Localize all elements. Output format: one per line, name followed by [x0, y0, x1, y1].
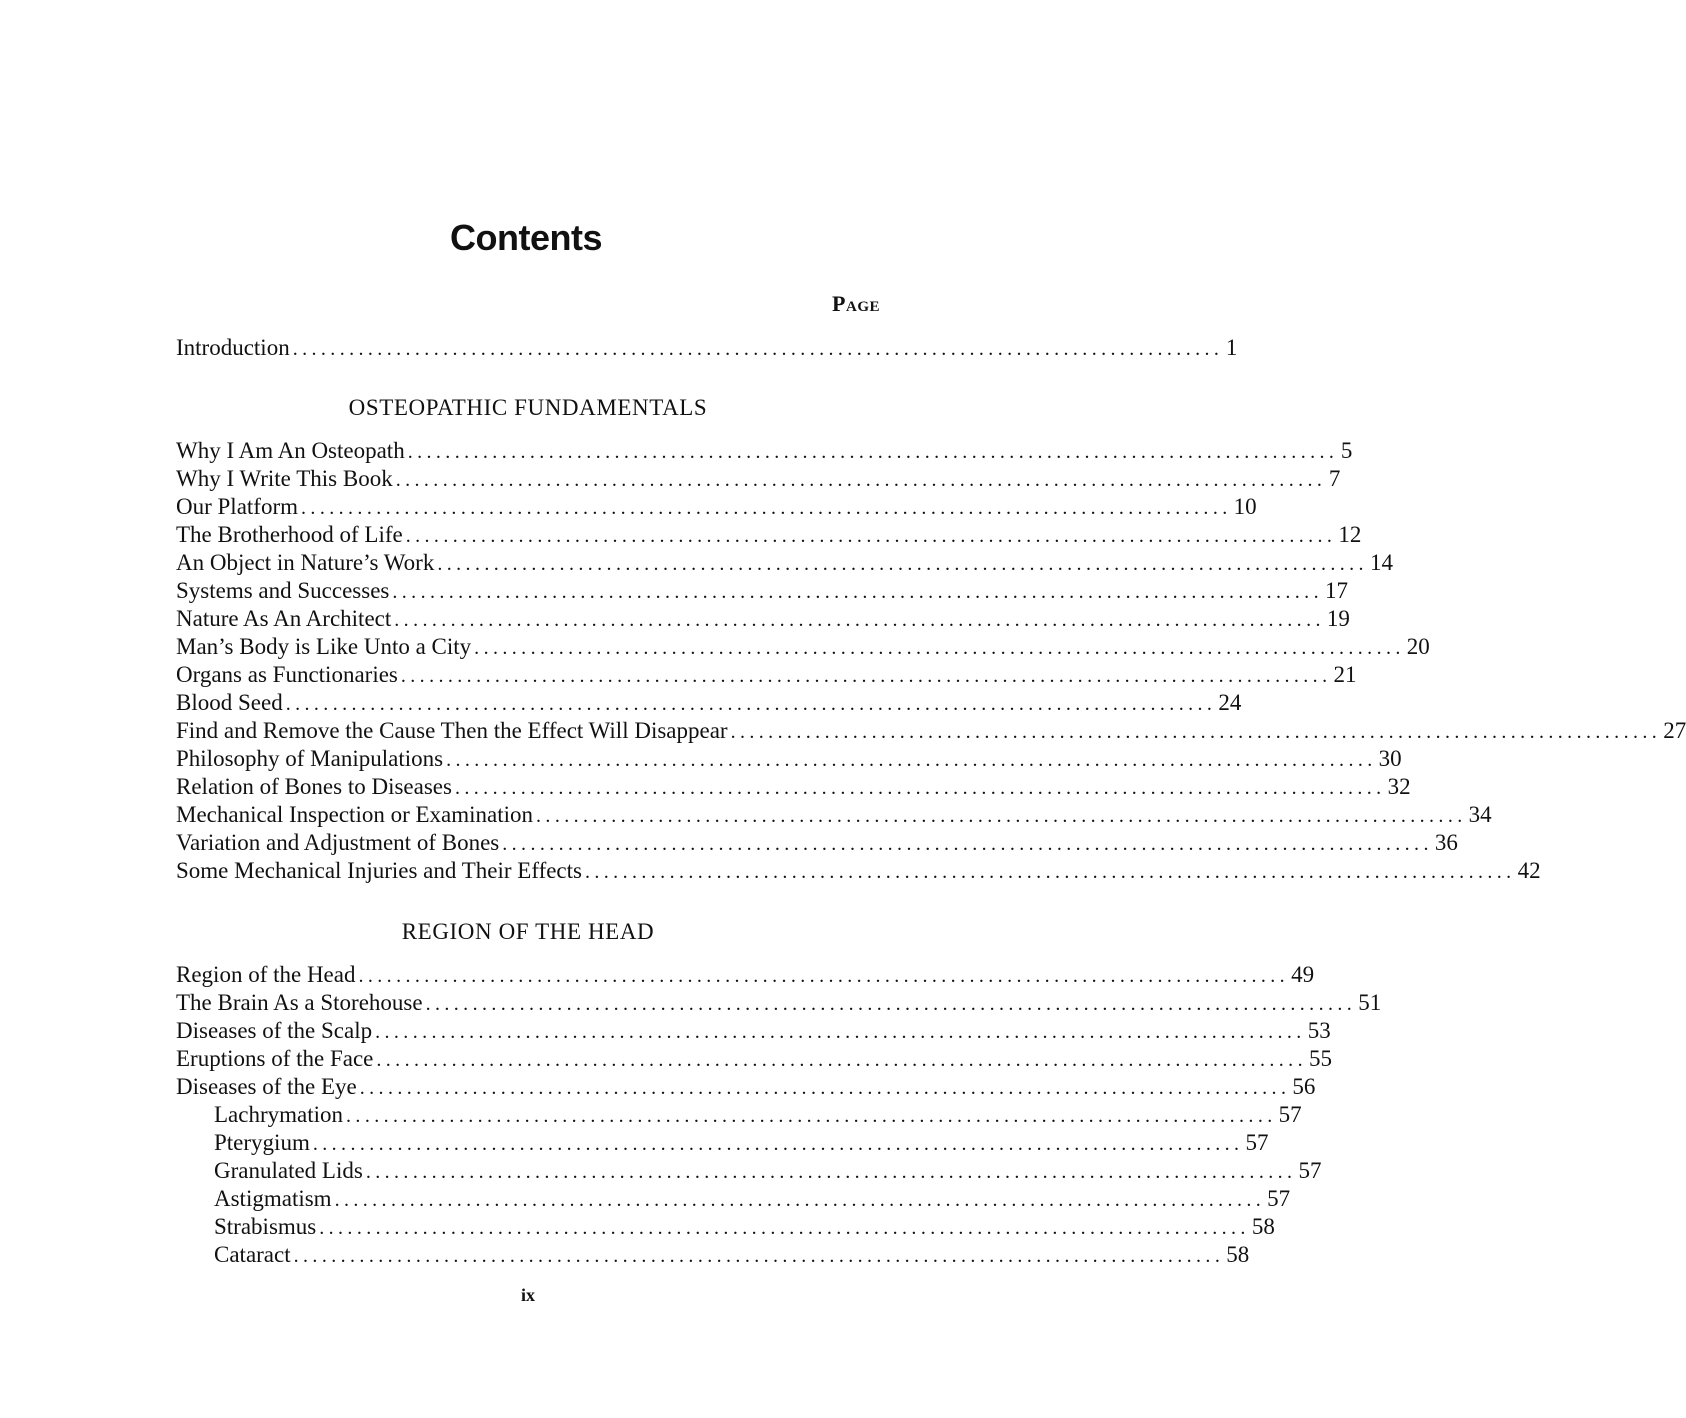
toc-entry-label: The Brotherhood of Life [176, 522, 403, 547]
toc-entry-label: Our Platform [176, 494, 299, 519]
toc-entry-page: 36 [1434, 830, 1458, 855]
toc-leader: ................................................................................................... [358, 965, 1290, 987]
toc-entry-label: Introduction [176, 335, 290, 360]
toc-entry-page: 55 [1308, 1046, 1332, 1071]
page-column-header: Page [832, 291, 880, 316]
toc-entry [176, 1073, 1316, 1101]
toc-leader: ................................................................................................... [334, 1189, 1266, 1211]
toc-subentry [176, 1101, 1302, 1129]
toc-entry [176, 717, 1686, 745]
toc-leader: ................................................................................................... [319, 1217, 1250, 1239]
toc-entry [176, 465, 1341, 493]
toc-entry [176, 989, 1382, 1017]
toc-entry-page: 57 [1298, 1158, 1322, 1183]
toc-entry-label: Eruptions of the Face [176, 1046, 374, 1071]
toc-leader: ................................................................................................... [400, 665, 1332, 687]
toc-leader: ................................................................................................... [312, 1133, 1244, 1155]
toc-entry-label: Diseases of the Eye [176, 1074, 357, 1099]
toc-leader: ................................................................................................... [285, 693, 1217, 715]
toc-entry-page: 51 [1358, 990, 1382, 1015]
toc-subentry [176, 1213, 1275, 1241]
toc-leader: ................................................................................................... [407, 441, 1339, 463]
toc-section-region-of-the-head [176, 961, 1382, 1269]
toc-entry-label: Philosophy of Manipulations [176, 746, 444, 771]
toc-entry [176, 961, 1315, 989]
section-heading-osteopathic-fundamentals: OSTEOPATHIC FUNDAMENTALS [348, 395, 708, 420]
toc-subentry [176, 1129, 1269, 1157]
toc-leader: ................................................................................................... [394, 609, 1325, 631]
toc-leader: ................................................................................................... [395, 469, 1327, 491]
page-number-folio: ix [520, 1285, 535, 1305]
toc-entry-label: Man’s Body is Like Unto a City [176, 634, 472, 659]
toc-entry-page: 19 [1326, 606, 1350, 631]
toc-entry-page: 49 [1291, 962, 1315, 987]
page-title: Contents [450, 217, 602, 258]
toc-entry [176, 1017, 1331, 1045]
toc-entry-page: 7 [1328, 466, 1341, 491]
toc-entry-page: 17 [1324, 578, 1348, 603]
toc-entry [176, 857, 1541, 885]
toc-entry [176, 661, 1357, 689]
toc-entry-label: Cataract [214, 1242, 291, 1267]
toc-entry [176, 334, 1238, 362]
toc-leader: ................................................................................................... [375, 1021, 1306, 1043]
toc-entry-label: Pterygium [214, 1130, 310, 1155]
toc-leader: ................................................................................................... [293, 1245, 1225, 1267]
toc-entry-label: Why I Am An Osteopath [176, 438, 405, 463]
toc-entry-page: 32 [1387, 774, 1411, 799]
section-heading-region-of-the-head: REGION OF THE HEAD [401, 919, 655, 944]
toc-entry-page: 1 [1225, 335, 1238, 360]
toc-entry-label: Find and Remove the Cause Then the Effect Will Disappear [176, 718, 728, 743]
toc-entry-page: 14 [1369, 550, 1393, 575]
toc-leader: ................................................................................................... [301, 497, 1232, 519]
toc-entry [176, 577, 1348, 605]
toc-leader: ................................................................................................... [730, 721, 1662, 743]
toc-entry [176, 521, 1362, 549]
toc-entry-page: 20 [1406, 634, 1430, 659]
toc-leader: ................................................................................................... [536, 805, 1467, 827]
toc-entry-page: 42 [1517, 858, 1541, 883]
toc-section-osteopathic-fundamentals [176, 437, 1686, 885]
toc-entry-label: Some Mechanical Injuries and Their Effects [176, 858, 582, 883]
toc-entry [176, 549, 1393, 577]
toc-entry [176, 437, 1353, 465]
toc-leader: ................................................................................................... [446, 749, 1377, 771]
toc-entry-page: 58 [1226, 1242, 1250, 1267]
toc-entry-page: 34 [1468, 802, 1492, 827]
toc-entry-label: Lachrymation [214, 1102, 344, 1127]
toc-entry-page: 58 [1251, 1214, 1275, 1239]
toc-entry [176, 801, 1492, 829]
toc-entry-page: 12 [1338, 522, 1362, 547]
toc-entry-page: 57 [1267, 1186, 1291, 1211]
toc-entry-label: Astigmatism [214, 1186, 332, 1211]
toc-entry-label: Why I Write This Book [176, 466, 393, 491]
toc-entry-page: 21 [1333, 662, 1357, 687]
toc-leader: ................................................................................................... [502, 833, 1433, 855]
toc-leader: ................................................................................................... [292, 338, 1224, 360]
toc-leader: ................................................................................................... [474, 637, 1405, 659]
toc-subentry [176, 1185, 1291, 1213]
toc-leader: ................................................................................................... [405, 525, 1337, 547]
toc-entry [176, 773, 1411, 801]
toc-leader: ................................................................................................... [346, 1105, 1277, 1127]
toc-entry [176, 689, 1242, 717]
toc-entry [176, 829, 1458, 857]
toc-entry-label: Nature As An Architect [176, 606, 392, 631]
toc-leader: ................................................................................................... [359, 1077, 1291, 1099]
toc-subentry [176, 1241, 1250, 1269]
toc-entry-page: 53 [1307, 1018, 1331, 1043]
toc-entry-page: 10 [1233, 494, 1257, 519]
toc-entry-label: Variation and Adjustment of Bones [176, 830, 500, 855]
toc-entry [176, 745, 1402, 773]
toc-leader: ................................................................................................... [425, 993, 1357, 1015]
toc-leader: ................................................................................................... [437, 553, 1368, 575]
toc-leader: ................................................................................................... [392, 581, 1323, 603]
toc-leader: ................................................................................................... [365, 1161, 1297, 1183]
toc-entry [176, 1045, 1332, 1073]
toc-entry-page: 57 [1245, 1130, 1269, 1155]
toc-leader: ................................................................................................... [584, 861, 1516, 883]
toc-leader: ................................................................................................... [454, 777, 1386, 799]
toc-entry [176, 493, 1257, 521]
toc-entry-page: 30 [1378, 746, 1402, 771]
toc-subentry [176, 1157, 1322, 1185]
toc-entry-label: The Brain As a Storehouse [176, 990, 423, 1015]
toc-entry-label: Blood Seed [176, 690, 283, 715]
toc-entry-label: Granulated Lids [214, 1158, 363, 1183]
toc-entry-page: 27 [1663, 718, 1686, 743]
toc-entry [176, 633, 1430, 661]
toc-entry-label: Mechanical Inspection or Examination [176, 802, 534, 827]
toc-leader: ................................................................................................... [376, 1049, 1307, 1071]
toc-entry-label: Diseases of the Scalp [176, 1018, 373, 1043]
toc-entry-page: 5 [1340, 438, 1353, 463]
toc-entry-label: Systems and Successes [176, 578, 390, 603]
toc-entry-label: Region of the Head [176, 962, 356, 987]
toc-intro [176, 334, 1238, 362]
toc-entry [176, 605, 1350, 633]
toc-entry-page: 57 [1278, 1102, 1302, 1127]
toc-entry-label: Organs as Functionaries [176, 662, 398, 687]
toc-entry-page: 56 [1292, 1074, 1316, 1099]
toc-entry-label: An Object in Nature’s Work [176, 550, 435, 575]
toc-entry-page: 24 [1218, 690, 1242, 715]
toc-entry-label: Relation of Bones to Diseases [176, 774, 452, 799]
toc-entry-label: Strabismus [214, 1214, 317, 1239]
